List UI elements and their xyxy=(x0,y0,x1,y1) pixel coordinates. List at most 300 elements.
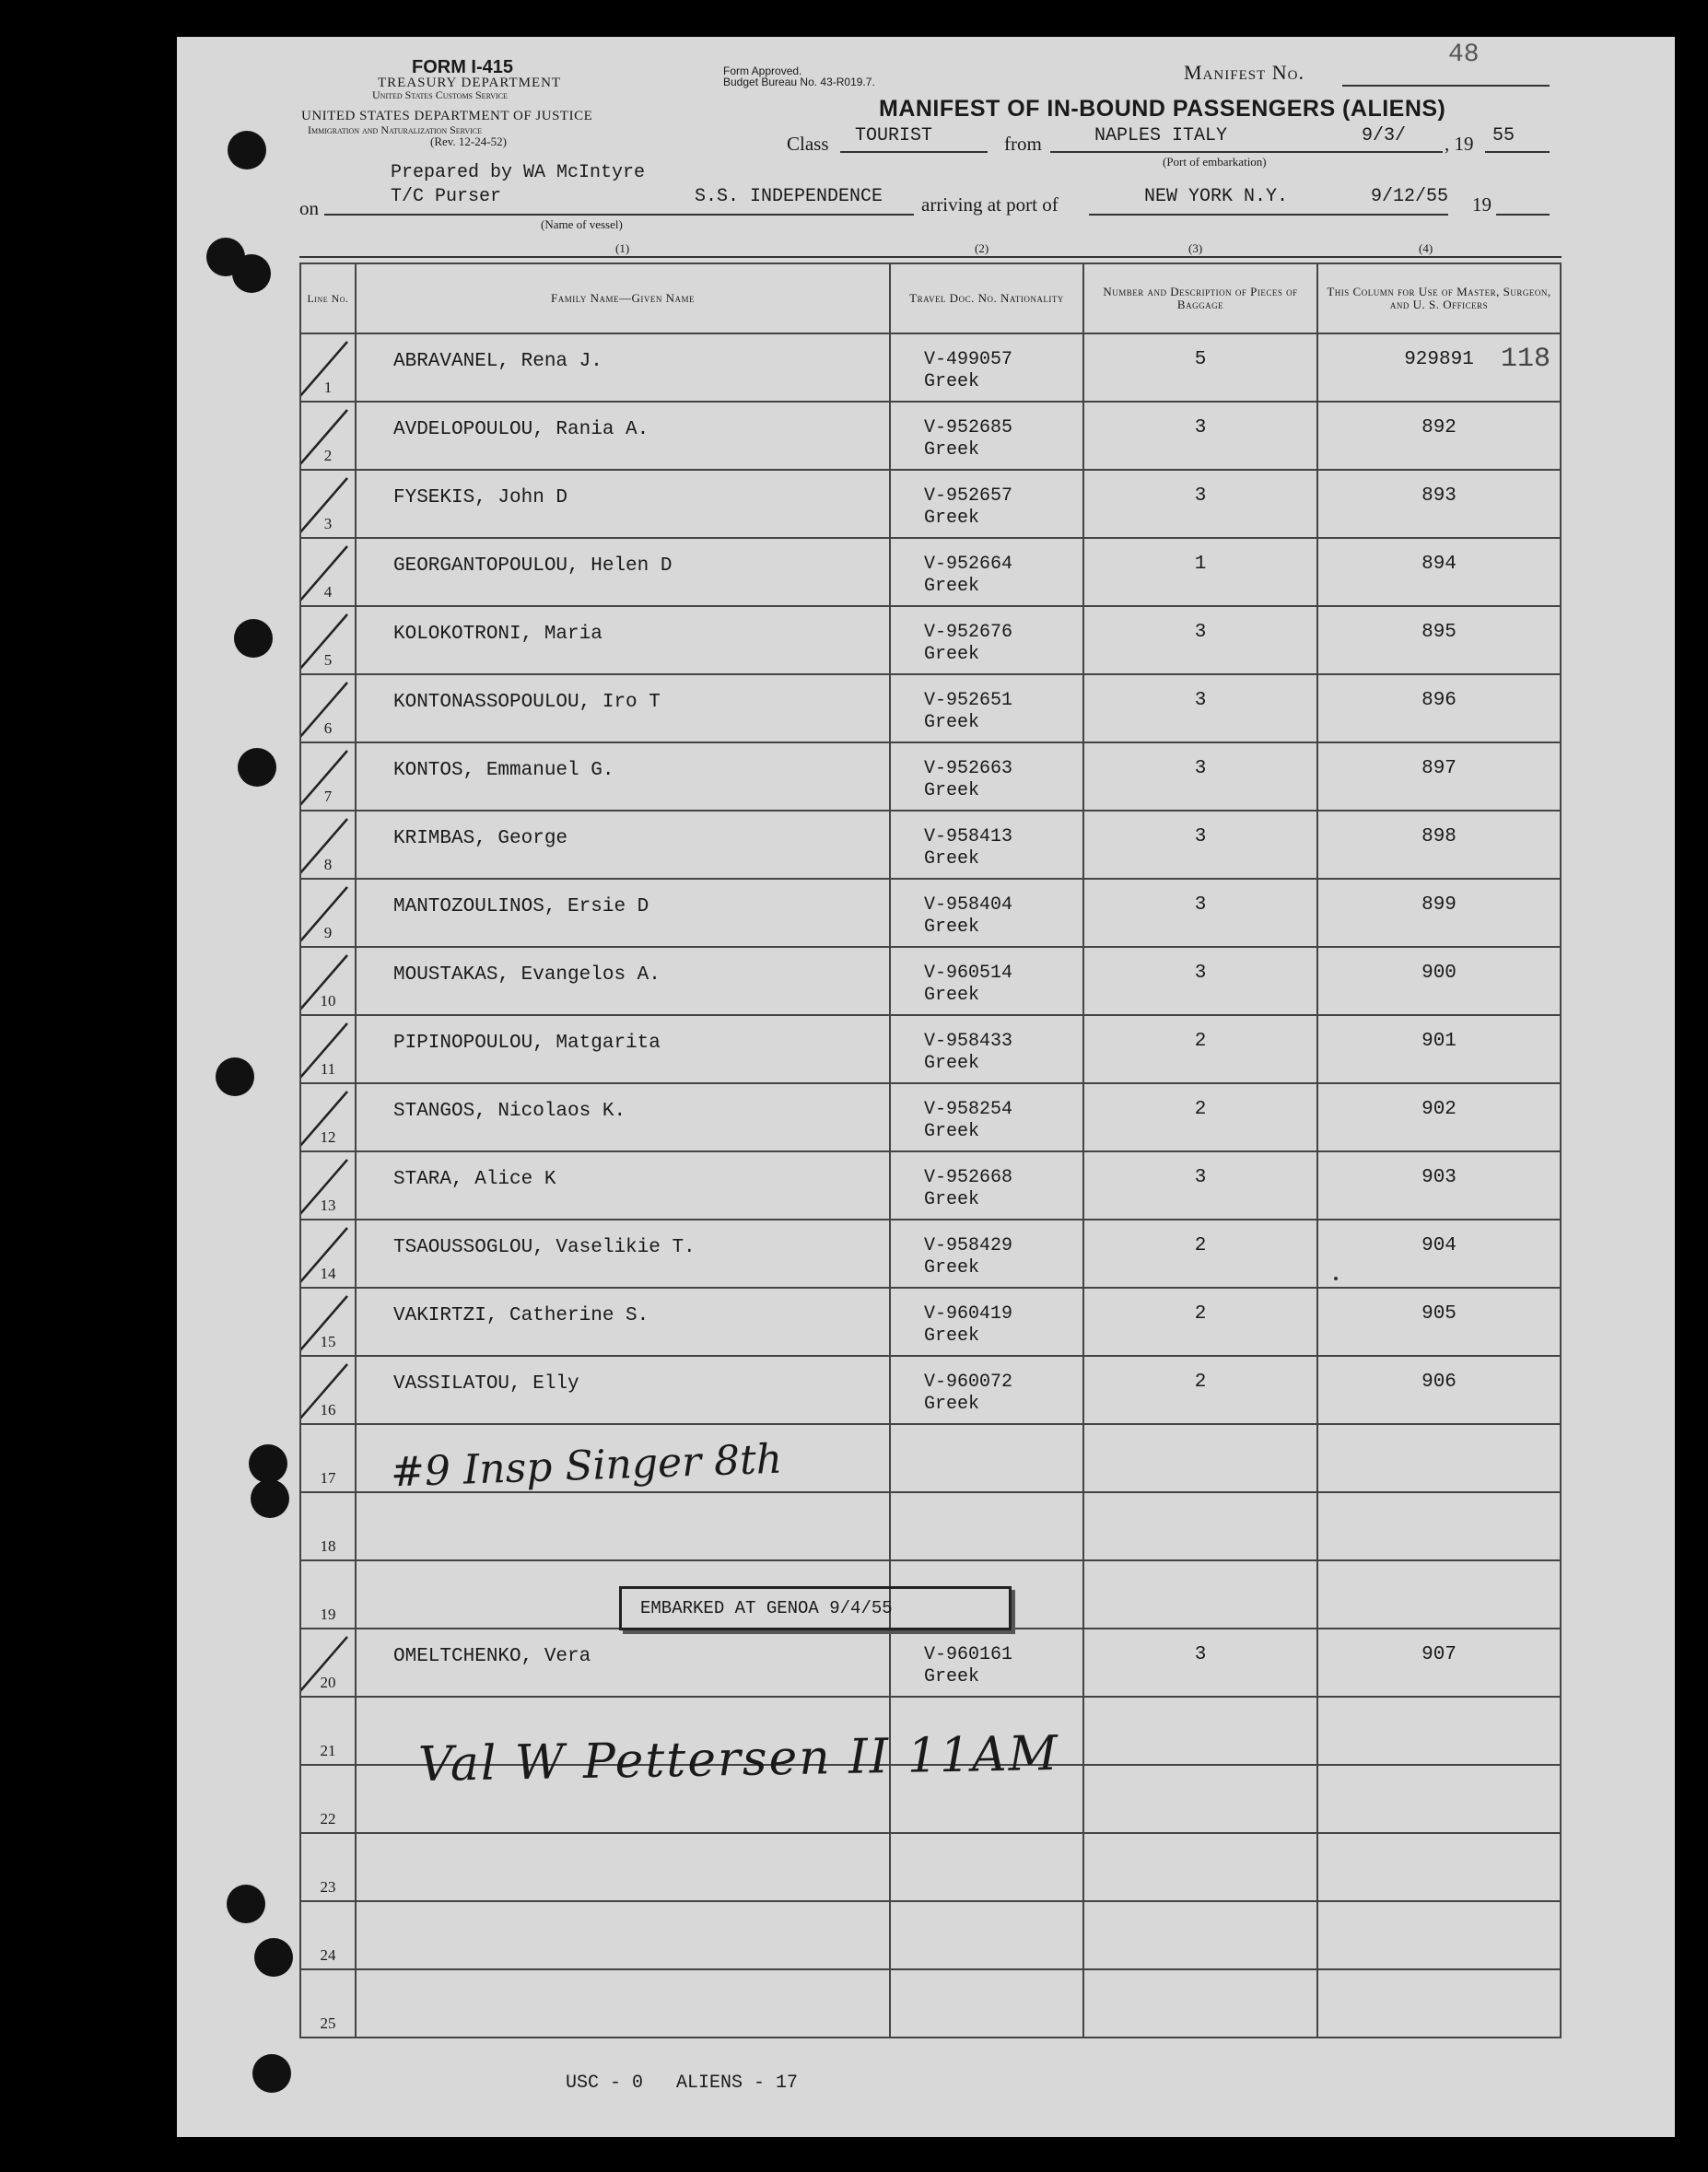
line-number: 13 xyxy=(320,1197,336,1214)
officer-cell xyxy=(1317,1424,1561,1492)
year-prefix: , 19 xyxy=(1445,133,1474,155)
nationality: Greek xyxy=(924,576,980,597)
baggage-cell xyxy=(1083,1901,1317,1969)
travel-doc xyxy=(924,417,1012,461)
binder-hole xyxy=(232,254,271,293)
check-mark-icon xyxy=(300,1018,351,1082)
table-row xyxy=(300,1288,1561,1356)
officer-cell xyxy=(1317,811,1561,879)
table-row xyxy=(300,333,1561,402)
doc-cell xyxy=(890,1901,1083,1969)
doc-cell xyxy=(890,1833,1083,1901)
name-cell xyxy=(356,947,890,1015)
officer-cell xyxy=(1317,1083,1561,1151)
line-number: 10 xyxy=(320,992,336,1010)
officer-cell xyxy=(1317,742,1561,811)
line-cell xyxy=(300,742,356,811)
line-cell xyxy=(300,1424,356,1492)
baggage-cell xyxy=(1083,947,1317,1015)
baggage-cell xyxy=(1083,1969,1317,2038)
line-cell xyxy=(300,1356,356,1424)
check-mark-icon xyxy=(300,1154,351,1219)
class-line xyxy=(840,151,988,153)
embarked-stamp xyxy=(619,1586,1012,1630)
check-mark-icon xyxy=(300,1086,351,1150)
manifest-no-line xyxy=(1342,85,1550,87)
col-num-2: (2) xyxy=(975,241,989,255)
scan-speck xyxy=(1334,1277,1338,1280)
passenger-name: MOUSTAKAS, Evangelos A. xyxy=(393,964,661,986)
passenger-name: VAKIRTZI, Catherine S. xyxy=(393,1305,649,1326)
ins-service: Immigration and Naturalization Service xyxy=(308,123,483,136)
check-mark-icon xyxy=(300,813,351,878)
travel-doc-number: V-952664 xyxy=(924,554,1013,575)
line-cell xyxy=(300,538,356,606)
doc-cell xyxy=(890,1220,1083,1288)
baggage-cell xyxy=(1083,1629,1317,1697)
line-cell xyxy=(300,606,356,674)
check-mark-icon xyxy=(300,404,351,469)
manifest-no-value: 48 xyxy=(1448,41,1480,69)
from-value: NAPLES ITALY xyxy=(1094,125,1228,146)
officer-signature: Val W Pettersen II 11AM xyxy=(417,1725,1060,1793)
name-cell xyxy=(356,1151,890,1220)
travel-doc-number: V-499057 xyxy=(924,349,1013,370)
doc-cell xyxy=(890,1015,1083,1083)
travel-doc-number: V-960419 xyxy=(924,1303,1013,1325)
line-cell xyxy=(300,1220,356,1288)
travel-doc xyxy=(924,758,1012,802)
col-num-4: (4) xyxy=(1419,241,1433,255)
baggage-cell xyxy=(1083,1220,1317,1288)
check-mark-icon xyxy=(300,473,351,537)
line-cell xyxy=(300,402,356,470)
baggage-cell xyxy=(1083,879,1317,947)
officer-number: 903 xyxy=(1421,1167,1456,1188)
passenger-name: STARA, Alice K xyxy=(393,1169,556,1190)
travel-doc-number: V-960161 xyxy=(924,1644,1013,1665)
name-cell xyxy=(356,1220,890,1288)
line-number: 9 xyxy=(323,924,333,941)
doc-cell xyxy=(890,1969,1083,2038)
baggage-count: 3 xyxy=(1194,894,1207,916)
table-row xyxy=(300,1220,1561,1288)
line-cell xyxy=(300,811,356,879)
line-cell xyxy=(300,1969,356,2038)
doc-cell xyxy=(890,742,1083,811)
line-number: 7 xyxy=(323,788,333,805)
officer-cell xyxy=(1317,1492,1561,1560)
doc-cell xyxy=(890,1629,1083,1697)
officer-cell xyxy=(1317,879,1561,947)
line-cell xyxy=(300,1901,356,1969)
vessel-line xyxy=(324,214,914,216)
baggage-count: 3 xyxy=(1194,963,1207,984)
embarked-stamp-text: EMBARKED AT GENOA 9/4/55 xyxy=(640,1598,893,1618)
name-cell xyxy=(356,674,890,742)
officer-cell xyxy=(1317,947,1561,1015)
nationality: Greek xyxy=(924,439,980,461)
line-cell xyxy=(300,1151,356,1220)
officer-cell xyxy=(1317,1969,1561,2038)
passenger-name: TSAOUSSOGLOU, Vaselikie T. xyxy=(393,1237,696,1258)
table-row xyxy=(300,606,1561,674)
doc-cell xyxy=(890,606,1083,674)
baggage-count: 3 xyxy=(1194,622,1207,643)
nationality: Greek xyxy=(924,780,980,801)
footer-totals: USC - 0 ALIENS - 17 xyxy=(566,2073,799,2094)
passenger-name: STANGOS, Nicolaos K. xyxy=(393,1101,626,1122)
travel-doc xyxy=(924,1031,1012,1075)
check-mark-icon xyxy=(300,1631,351,1696)
table-row xyxy=(300,1969,1561,2038)
name-cell xyxy=(356,606,890,674)
line-cell xyxy=(300,1629,356,1697)
baggage-cell xyxy=(1083,674,1317,742)
col-header-officers: This Column for Use of Master, Surgeon, and U. S. Officers xyxy=(1317,263,1561,333)
binder-hole xyxy=(216,1057,254,1096)
passenger-name: PIPINOPOULOU, Matgarita xyxy=(393,1033,661,1054)
treasury-dept: TREASURY DEPARTMENT xyxy=(378,76,562,90)
name-cell xyxy=(356,879,890,947)
nationality: Greek xyxy=(924,508,980,529)
purser: T/C Purser xyxy=(391,186,502,207)
name-cell xyxy=(356,470,890,538)
arrival-port: NEW YORK N.Y. xyxy=(1144,186,1289,207)
travel-doc-number: V-960514 xyxy=(924,963,1013,984)
nationality: Greek xyxy=(924,371,980,392)
line-number: 5 xyxy=(323,651,333,669)
officer-cell xyxy=(1317,1220,1561,1288)
budget-bureau: Budget Bureau No. 43-R019.7. xyxy=(723,76,875,88)
baggage-count: 1 xyxy=(1194,554,1207,575)
officer-number: 906 xyxy=(1421,1372,1456,1393)
travel-doc-number: V-952676 xyxy=(924,622,1013,643)
name-cell xyxy=(356,811,890,879)
binder-hole xyxy=(254,1938,293,1977)
travel-doc-number: V-952685 xyxy=(924,417,1013,438)
check-mark-icon xyxy=(300,336,351,401)
doc-cell xyxy=(890,1356,1083,1424)
doc-cell xyxy=(890,1288,1083,1356)
col-header-name: Family Name—Given Name xyxy=(356,263,890,333)
table-row xyxy=(300,1492,1561,1560)
passenger-name: GEORGANTOPOULOU, Helen D xyxy=(393,555,673,577)
arrival-year-line xyxy=(1496,214,1550,216)
doc-cell xyxy=(890,333,1083,402)
nationality: Greek xyxy=(924,1257,980,1279)
baggage-count: 3 xyxy=(1194,485,1207,507)
line-cell xyxy=(300,1015,356,1083)
travel-doc-number: V-958429 xyxy=(924,1235,1013,1256)
travel-doc-number: V-958254 xyxy=(924,1099,1013,1120)
line-cell xyxy=(300,1288,356,1356)
officer-cell xyxy=(1317,1015,1561,1083)
col-num-1: (1) xyxy=(615,241,630,255)
passenger-name: KONTONASSOPOULOU, Iro T xyxy=(393,692,661,713)
line-cell xyxy=(300,1833,356,1901)
officer-number: 897 xyxy=(1421,758,1456,779)
nationality: Greek xyxy=(924,1121,980,1142)
passenger-name: VASSILATOU, Elly xyxy=(393,1373,579,1395)
nationality: Greek xyxy=(924,1053,980,1074)
table-row xyxy=(300,402,1561,470)
line-number: 4 xyxy=(323,583,333,601)
officer-cell xyxy=(1317,1560,1561,1629)
name-cell xyxy=(356,1356,890,1424)
travel-doc-number: V-952663 xyxy=(924,758,1013,779)
line-number: 11 xyxy=(320,1060,336,1078)
check-mark-icon xyxy=(300,1222,351,1287)
officer-cell xyxy=(1317,1356,1561,1424)
line-cell xyxy=(300,674,356,742)
baggage-count: 3 xyxy=(1194,417,1207,438)
travel-doc xyxy=(924,963,1012,1007)
travel-doc xyxy=(924,1303,1012,1348)
year-line xyxy=(1485,151,1550,153)
table-row xyxy=(300,1151,1561,1220)
check-mark-icon xyxy=(300,1290,351,1355)
inspector-note: #9 Insp Singer 8th xyxy=(390,1435,783,1497)
officer-cell xyxy=(1317,1901,1561,1969)
officer-number: 893 xyxy=(1421,485,1456,507)
officer-cell xyxy=(1317,538,1561,606)
class-value: TOURIST xyxy=(855,125,933,146)
officer-cell xyxy=(1317,1697,1561,1765)
table-row xyxy=(300,1629,1561,1697)
table-row xyxy=(300,1015,1561,1083)
travel-doc xyxy=(924,554,1012,598)
officer-number: 904 xyxy=(1421,1235,1456,1256)
nationality: Greek xyxy=(924,1666,980,1687)
travel-doc xyxy=(924,690,1012,734)
table-row xyxy=(300,947,1561,1015)
line-number: 18 xyxy=(320,1537,336,1555)
from-line xyxy=(1050,151,1443,153)
baggage-cell xyxy=(1083,811,1317,879)
doc-cell xyxy=(890,1083,1083,1151)
line-number: 8 xyxy=(323,856,333,873)
line-number: 17 xyxy=(320,1469,336,1487)
from-label: from xyxy=(1004,133,1042,155)
officer-number: 901 xyxy=(1421,1031,1456,1052)
baggage-count: 2 xyxy=(1194,1031,1207,1052)
line-cell xyxy=(300,1697,356,1765)
travel-doc xyxy=(924,349,1012,393)
name-cell xyxy=(356,1833,890,1901)
officer-cell xyxy=(1317,1288,1561,1356)
officer-cell xyxy=(1317,674,1561,742)
baggage-count: 5 xyxy=(1194,349,1207,370)
line-number: 3 xyxy=(323,515,333,532)
officer-extra-number: 118 xyxy=(1500,344,1550,375)
check-mark-icon xyxy=(300,745,351,810)
baggage-count: 3 xyxy=(1194,690,1207,711)
nationality: Greek xyxy=(924,644,980,665)
form-approved: Form Approved. xyxy=(723,64,802,77)
officer-number: 902 xyxy=(1421,1099,1456,1120)
line-cell xyxy=(300,947,356,1015)
col-num-3: (3) xyxy=(1188,241,1203,255)
manifest-sheet xyxy=(177,37,1675,2137)
on-label: on xyxy=(299,197,319,219)
class-label: Class xyxy=(787,133,829,155)
doc-cell xyxy=(890,402,1083,470)
name-cell xyxy=(356,538,890,606)
baggage-count: 3 xyxy=(1194,826,1207,847)
passenger-name: FYSEKIS, John D xyxy=(393,487,568,508)
line-number: 1 xyxy=(323,379,333,396)
line-number: 25 xyxy=(320,2014,336,2032)
passenger-name: AVDELOPOULOU, Rania A. xyxy=(393,419,649,440)
line-number: 2 xyxy=(323,447,333,464)
binder-hole xyxy=(238,748,276,787)
officer-number: 898 xyxy=(1421,826,1456,847)
nationality: Greek xyxy=(924,1189,980,1210)
doc-cell xyxy=(890,674,1083,742)
passenger-name: KOLOKOTRONI, Maria xyxy=(393,624,602,645)
baggage-cell xyxy=(1083,470,1317,538)
officer-cell xyxy=(1317,1765,1561,1833)
officer-number: 895 xyxy=(1421,622,1456,643)
name-cell xyxy=(356,1015,890,1083)
doc-cell xyxy=(890,947,1083,1015)
line-number: 24 xyxy=(320,1946,336,1964)
baggage-count: 2 xyxy=(1194,1235,1207,1256)
name-cell xyxy=(356,742,890,811)
travel-doc xyxy=(924,485,1012,530)
table-header-row xyxy=(300,263,1561,333)
check-mark-icon xyxy=(300,1359,351,1423)
name-cell xyxy=(356,1288,890,1356)
officer-number: 900 xyxy=(1421,963,1456,984)
name-cell xyxy=(356,1629,890,1697)
check-mark-icon xyxy=(300,950,351,1014)
table-row xyxy=(300,1356,1561,1424)
name-cell xyxy=(356,1901,890,1969)
officer-cell xyxy=(1317,470,1561,538)
baggage-count: 2 xyxy=(1194,1099,1207,1120)
officer-number: 892 xyxy=(1421,417,1456,438)
nationality: Greek xyxy=(924,848,980,870)
form-number: FORM I-415 xyxy=(412,57,514,77)
travel-doc xyxy=(924,1099,1012,1143)
col-header-doc: Travel Doc. No. Nationality xyxy=(890,263,1083,333)
passenger-name: KRIMBAS, George xyxy=(393,828,568,849)
line-cell xyxy=(300,1083,356,1151)
line-number: 12 xyxy=(320,1128,336,1146)
travel-doc-number: V-960072 xyxy=(924,1372,1013,1393)
passenger-name: KONTOS, Emmanuel G. xyxy=(393,760,614,781)
travel-doc-number: V-952668 xyxy=(924,1167,1013,1188)
baggage-count: 2 xyxy=(1194,1372,1207,1393)
table-row xyxy=(300,1833,1561,1901)
name-cell xyxy=(356,1969,890,2038)
travel-doc-number: V-958413 xyxy=(924,826,1013,847)
baggage-cell xyxy=(1083,333,1317,402)
nationality: Greek xyxy=(924,1325,980,1347)
line-number: 19 xyxy=(320,1606,336,1623)
officer-number: 907 xyxy=(1421,1644,1456,1665)
table-row xyxy=(300,742,1561,811)
col-header-baggage: Number and Description of Pieces of Baggage xyxy=(1083,263,1317,333)
line-cell xyxy=(300,333,356,402)
embark-date: 9/3/ xyxy=(1362,125,1407,146)
baggage-cell xyxy=(1083,606,1317,674)
justice-dept: UNITED STATES DEPARTMENT OF JUSTICE xyxy=(301,109,593,123)
name-cell xyxy=(356,1492,890,1560)
manifest-no-label: Manifest No. xyxy=(1184,61,1304,84)
baggage-cell xyxy=(1083,538,1317,606)
baggage-cell xyxy=(1083,1083,1317,1151)
doc-cell xyxy=(890,811,1083,879)
travel-doc xyxy=(924,622,1012,666)
table-row xyxy=(300,674,1561,742)
line-number: 16 xyxy=(320,1401,336,1419)
officer-cell xyxy=(1317,1629,1561,1697)
officer-number: 929891 xyxy=(1404,349,1474,370)
line-cell xyxy=(300,879,356,947)
baggage-count: 3 xyxy=(1194,758,1207,779)
name-cell xyxy=(356,402,890,470)
arrival-line xyxy=(1089,214,1448,216)
baggage-cell xyxy=(1083,1288,1317,1356)
travel-doc xyxy=(924,1644,1012,1688)
officer-number: 899 xyxy=(1421,894,1456,916)
line-cell xyxy=(300,470,356,538)
binder-hole xyxy=(251,1479,289,1518)
travel-doc-number: V-958404 xyxy=(924,894,1013,916)
line-cell xyxy=(300,1560,356,1629)
year-value: 55 xyxy=(1492,125,1515,146)
line-number: 22 xyxy=(320,1810,336,1828)
arrival-year-label: 19 xyxy=(1472,193,1492,216)
travel-doc xyxy=(924,826,1012,870)
baggage-cell xyxy=(1083,1424,1317,1492)
table-row xyxy=(300,811,1561,879)
baggage-cell xyxy=(1083,742,1317,811)
baggage-cell xyxy=(1083,1765,1317,1833)
binder-hole xyxy=(252,2054,291,2093)
doc-cell xyxy=(890,879,1083,947)
baggage-cell xyxy=(1083,1151,1317,1220)
travel-doc xyxy=(924,1235,1012,1279)
baggage-cell xyxy=(1083,1697,1317,1765)
arrival-date: 9/12/55 xyxy=(1371,186,1449,207)
line-number: 14 xyxy=(320,1265,336,1282)
nationality: Greek xyxy=(924,712,980,733)
doc-cell xyxy=(890,470,1083,538)
travel-doc xyxy=(924,1167,1012,1211)
travel-doc-number: V-958433 xyxy=(924,1031,1013,1052)
table-row xyxy=(300,1083,1561,1151)
manifest-title: MANIFEST OF IN-BOUND PASSENGERS (ALIENS) xyxy=(879,96,1446,122)
table-row xyxy=(300,879,1561,947)
travel-doc-number: V-952657 xyxy=(924,485,1013,507)
nationality: Greek xyxy=(924,917,980,938)
binder-hole xyxy=(228,131,266,169)
doc-cell xyxy=(890,1424,1083,1492)
passenger-name: ABRAVANEL, Rena J. xyxy=(393,351,602,372)
table-row xyxy=(300,1901,1561,1969)
binder-hole xyxy=(227,1885,265,1923)
line-number: 23 xyxy=(320,1878,336,1896)
revision: (Rev. 12-24-52) xyxy=(430,134,507,148)
line-number: 20 xyxy=(320,1674,336,1691)
name-cell xyxy=(356,1083,890,1151)
doc-cell xyxy=(890,1492,1083,1560)
name-cell xyxy=(356,333,890,402)
